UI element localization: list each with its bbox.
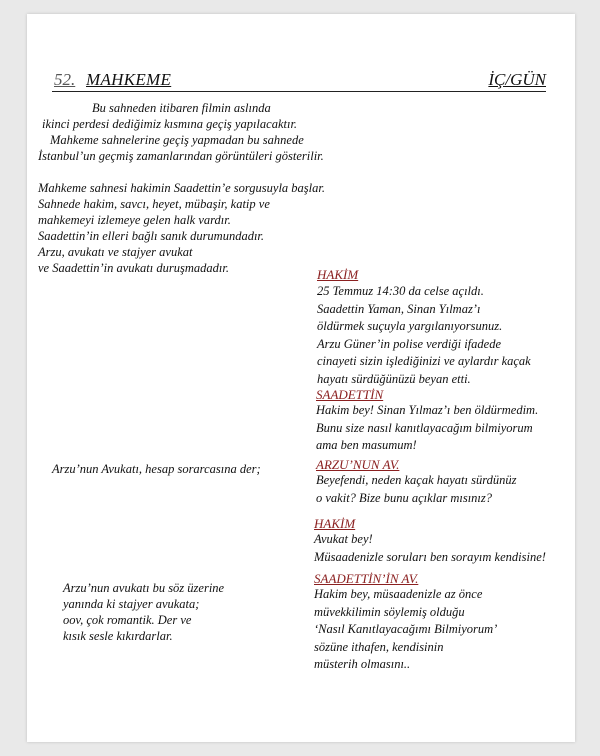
action-line: ve Saadettin’in avukatı duruşmadadır. [38, 261, 229, 275]
scene-title: MAHKEME [86, 70, 172, 89]
dialogue-line: sözüne ithafen, kendisinin [314, 639, 444, 654]
action-line: Arzu, avukatı ve stajyer avukat [38, 245, 193, 259]
dialogue-line: Hakim bey, müsaadenizle az önce [314, 587, 483, 601]
script-page [27, 14, 575, 742]
intro-line: İstanbul’un geçmiş zamanlarından görüntüleri gösterilir. [38, 149, 324, 163]
side-note-line: Arzu’nun Avukatı, hesap sorarcasına der; [52, 462, 261, 476]
dialogue-line: hayatı sürdüğünüzü beyan etti. [317, 371, 471, 386]
dialogue-line: Müsaadenizle soruları ben sorayım kendisine! [314, 549, 546, 564]
side-note-line: Arzu’nun avukatı bu söz üzerine [63, 581, 225, 595]
dialogue-saadettin [316, 402, 538, 455]
intro-paragraph [38, 100, 324, 164]
side-note-1 [52, 461, 261, 477]
dialogue-arzunun-av [316, 472, 517, 507]
character-name-arzunun-av: ARZU’NUN AV. [316, 457, 400, 472]
dialogue-line: müvekkilimin söylemiş olduğu [314, 604, 465, 619]
dialogue-line: ama ben masumum! [316, 438, 417, 452]
side-note-line: kısık sesle kıkırdarlar. [63, 629, 173, 643]
dialogue-hakim-1 [317, 283, 531, 388]
action-line: mahkemeyi izlemeye gelen halk vardır. [38, 213, 231, 227]
action-line: Saadettin’in elleri bağlı sanık durumundadır. [38, 229, 265, 243]
dialogue-line: Avukat bey! [314, 532, 373, 546]
dialogue-line: öldürmek suçuyla yargılanıyorsunuz. [317, 319, 503, 333]
character-name-hakim: HAKİM [317, 267, 359, 282]
dialogue-hakim-2 [314, 531, 546, 566]
intro-line: Bu sahneden itibaren filmin aslında [92, 101, 271, 115]
action-line: Sahnede hakim, savcı, heyet, mübaşir, katip ve [38, 197, 270, 211]
dialogue-line: Hakim bey! Sinan Yılmaz’ı ben öldürmedim. [316, 403, 539, 417]
action-line: Mahkeme sahnesi hakimin Saadettin’e sorgusuyla başlar. [38, 181, 325, 195]
side-note-line: oov, çok romantik. Der ve [63, 613, 192, 627]
character-name-saadettin: SAADETTİN [316, 387, 384, 402]
intro-line: Mahkeme sahnelerine geçiş yapmadan bu sahnede [50, 133, 304, 147]
scene-location: İÇ/GÜN [488, 70, 546, 89]
side-note-2 [63, 580, 224, 644]
dialogue-line: Beyefendi, neden kaçak hayatı sürdünüz [316, 473, 517, 487]
dialogue-line: o vakit? Bize bunu açıklar mısınız? [316, 490, 493, 505]
intro-line: ikinci perdesi dediğimiz kısmına geçiş yapılacaktır. [42, 117, 298, 131]
character-name-saadettinin-av: SAADETTİN’İN AV. [314, 571, 419, 586]
dialogue-line: ‘Nasıl Kanıtlayacağımı Bilmiyorum’ [314, 622, 498, 636]
scene-heading [52, 71, 546, 92]
character-name-hakim: HAKİM [314, 516, 356, 531]
scene-number: 52. [54, 70, 76, 89]
side-note-line: yanında ki stajyer avukata; [63, 597, 200, 611]
action-paragraph [38, 180, 325, 276]
dialogue-line: Arzu Güner’in polise verdiği ifadede [317, 336, 501, 351]
dialogue-line: 25 Temmuz 14:30 da celse açıldı. [317, 284, 484, 298]
dialogue-saadettinin-av [314, 586, 497, 674]
dialogue-line: Bunu size nasıl kanıtlayacağım bilmiyorum [316, 420, 533, 435]
dialogue-line: müsterih olmasını.. [314, 657, 411, 671]
dialogue-line: cinayeti sizin işlediğinizi ve aylardır kaçak [317, 354, 531, 368]
dialogue-line: Saadettin Yaman, Sinan Yılmaz’ı [317, 301, 481, 316]
